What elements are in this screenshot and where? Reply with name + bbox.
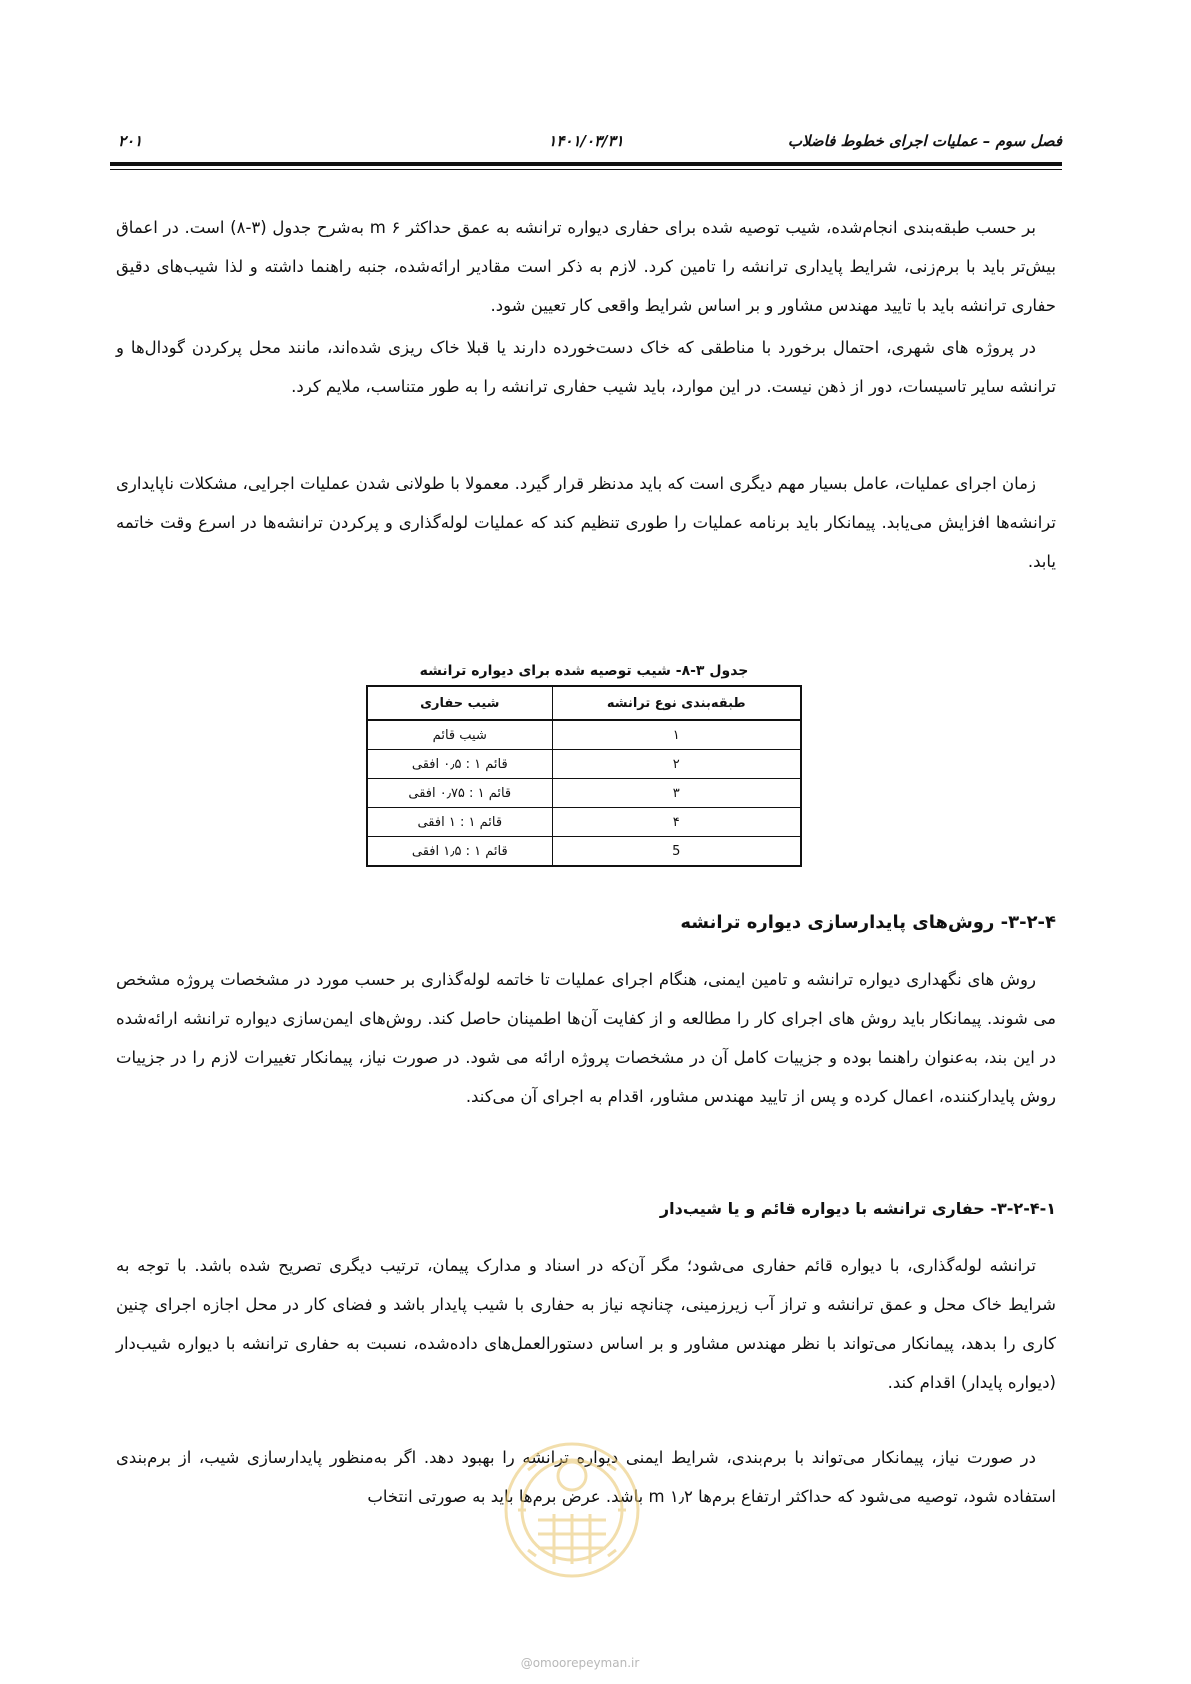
slope-cell: شیب قائم — [367, 720, 552, 750]
paragraph-1: بر حسب طبقه‌بندی انجام‌شده، شیب توصیه شده برای حفاری دیواره ترانشه به عمق حداکثر ۶ m به‌شرح جدول (۳-۸) است. در اعماق بیش‌تر باید با برم‌زنی، شرایط پایداری ترانشه را تامین کرد. لازم به ذکر است مقادیر ارائه‌شده، جنبه راهنما داشته و لذا شیب‌های دقیق حفاری ترانشه باید با تایید مهندس مشاور و بر اساس شرایط واقعی کار تعیین شود. — [116, 218, 1056, 315]
subsection-paragraph-1: ترانشه لوله‌گذاری، با دیواره قائم حفاری می‌شود؛ مگر آن‌که در اسناد و مدارک پیمان، ترتیب دیگری تصریح شده باشد. با توجه به شرایط خاک محل و عمق ترانشه و تراز آب زیرزمینی، چنانچه نیاز به حفاری با شیب پایدار باشد و فضای کار در محل اجازه اجرای چنین کاری را بدهد، پیمانکار می‌تواند با نظر مهندس مشاور و بر اساس دستورالعمل‌های داده‌شده، نسبت به حفاری ترانشه با دیواره شیب‌دار (دیواره پایدار) اقدام کند. — [116, 1256, 1056, 1392]
watermark-seal-icon — [498, 1430, 646, 1590]
page-header — [110, 128, 1062, 156]
table-header-row — [367, 686, 801, 720]
table-row — [367, 779, 801, 808]
slope-cell: قائم ۱ : ۱ افقی — [367, 808, 552, 837]
header-slope: شیب حفاری — [367, 686, 552, 720]
watermark-text: @omoorepeyman.ir — [520, 1656, 640, 1670]
header-rule-thick — [110, 162, 1062, 166]
header-date: ۱۴۰۱/۰۳/۳۱ — [548, 132, 624, 150]
slope-table — [366, 685, 802, 867]
subsection-heading: ۳-۲-۴-۱- حفاری ترانشه با دیواره قائم و یا شیب‌دار — [659, 1199, 1056, 1218]
section-heading: ۳-۲-۴- روش‌های پایدارسازی دیواره ترانشه — [680, 912, 1056, 933]
trench-class-cell: 5 — [552, 837, 801, 867]
paragraph-3: زمان اجرای عملیات، عامل بسیار مهم دیگری است که باید مدنظر قرار گیرد. معمولا با طولانی شدن عملیات اجرایی، مشکلات ناپایداری ترانشه‌ها افزایش می‌یابد. پیمانکار باید برنامه عملیات را طوری تنظیم کند که عملیات لوله‌گذاری و پرکردن ترانشه‌ها در اسرع وقت خاتمه یابد. — [116, 474, 1056, 571]
trench-class-cell: ۳ — [552, 779, 801, 808]
table-row — [367, 720, 801, 750]
trench-class-cell: ۲ — [552, 750, 801, 779]
paragraph-2: در پروژه‌ های شهری، احتمال برخورد با مناطقی که خاک دست‌خورده دارند یا قبلا خاک ریزی شده‌اند، مانند محل پرکردن گودال‌ها و ترانشه سایر تاسیسات، دور از ذهن نیست. در این موارد، باید شیب حفاری ترانشه را به طور متناسب، ملایم کرد. — [116, 338, 1056, 396]
table-row — [367, 750, 801, 779]
chapter-title: فصل سوم – عملیات اجرای خطوط فاضلاب — [787, 132, 1062, 150]
trench-class-cell: ۱ — [552, 720, 801, 750]
subsection-paragraph-2: در صورت نیاز، پیمانکار می‌تواند با برم‌بندی، شرایط ایمنی دیواره ترانشه را بهبود دهد. اگر به‌منظور پایدارسازی شیب، از برم‌بندی استفاده شود، توصیه می‌شود که حداکثر ارتفاع برم‌ها ۱٫۲ m باشد. عرض برم‌ها باید به صورتی انتخاب — [116, 1448, 1056, 1506]
table-caption: جدول ۳-۸- شیب توصیه شده برای دیواره ترانشه — [419, 663, 749, 679]
table-row — [367, 837, 801, 867]
header-rule-thin — [110, 169, 1062, 170]
trench-class-cell: ۴ — [552, 808, 801, 837]
table-row — [367, 808, 801, 837]
section-paragraph: روش‌ های نگهداری دیواره ترانشه و تامین ایمنی، هنگام اجرای عملیات تا خاتمه لوله‌گذاری بر حسب مورد در مشخصات پروژه مشخص می‌ شوند. پیمانکار باید روش‌ های اجرای کار را مطالعه و از کفایت آن‌ها اطمینان حاصل کند. روش‌های ایمن‌سازی دیواره ترانشه ارائه‌شده در این بند، به‌عنوان راهنما بوده و جزییات کامل آن در مشخصات پروژه ارائه می شود. در صورت نیاز، پیمانکار تغییرات لازم را در جزییات روش پایدارکننده، اعمال کرده و پس از تایید مهندس مشاور، اقدام به اجرای آن می‌کند. — [116, 970, 1056, 1106]
slope-cell: قائم ۱ : ۰٫۵ افقی — [367, 750, 552, 779]
slope-cell: قائم ۱ : ۰٫۷۵ افقی — [367, 779, 552, 808]
slope-cell: قائم ۱ : ۱٫۵ افقی — [367, 837, 552, 867]
page-number: ۲۰۱ — [118, 132, 143, 150]
header-trench-class: طبقه‌بندی نوع ترانشه — [552, 686, 801, 720]
